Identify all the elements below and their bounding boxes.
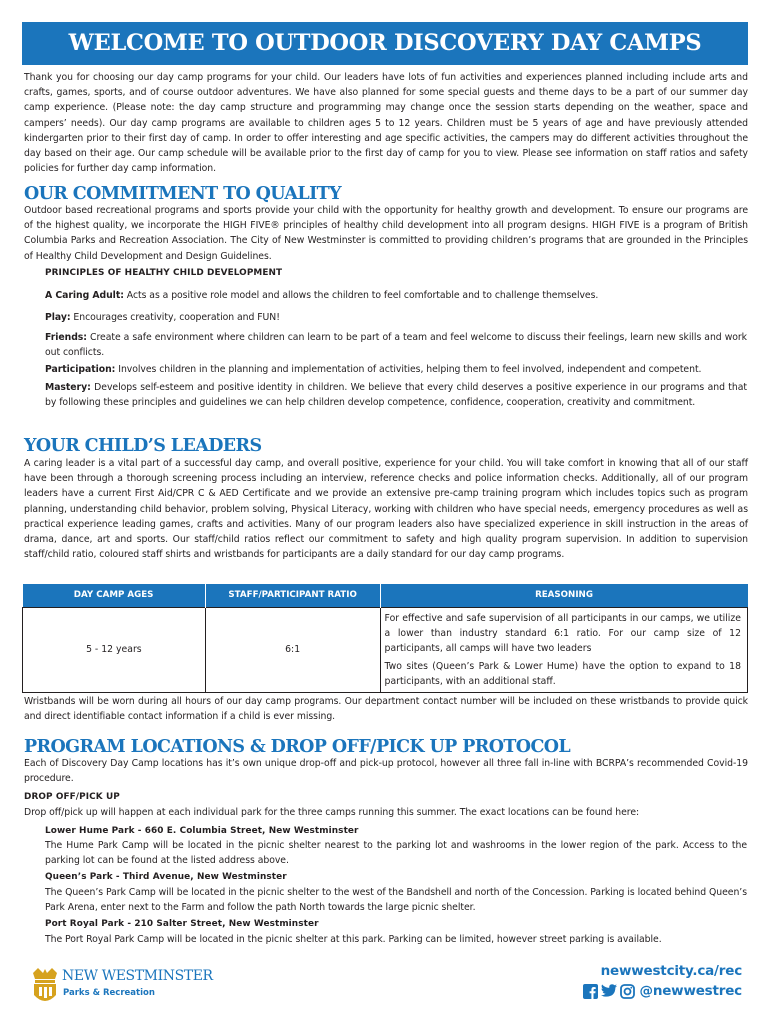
principle-text: Involves children in the planning and implementation of activities, helping them to feel involved, independent and competent. xyxy=(115,364,702,375)
park-name: Queen’s Park - Third Avenue, New Westminster xyxy=(45,872,287,882)
leaders-heading: YOUR CHILD’S LEADERS xyxy=(24,436,262,456)
page-title: WELCOME TO OUTDOOR DISCOVERY DAY CAMPS xyxy=(22,22,748,65)
principle-item xyxy=(45,380,747,410)
dropoff-paragraph: Drop off/pick up will happen at each individual park for the three camps running this summer. The exact locations can be found here: xyxy=(24,807,640,818)
dropoff-heading: DROP OFF/PICK UP xyxy=(24,792,120,802)
logo-subtitle: Parks & Recreation xyxy=(63,988,155,998)
ages-cell: 5 - 12 years xyxy=(23,607,206,692)
principle-term: Friends: xyxy=(45,332,87,343)
park-description: The Hume Park Camp will be located in the picnic shelter nearest to the parking lot and washrooms in the lower region of the park. Access to the parking lot can be found at the listed address above. xyxy=(45,840,747,867)
locations-heading: PROGRAM LOCATIONS & DROP OFF/PICK UP PROTOCOL xyxy=(24,737,571,757)
reasoning-text: For effective and safe supervision of all participants in our camps, we utilize a lower than industry standard 6:1 ratio. For our camp size of 12 participants, all camps will have two leaders xyxy=(384,612,741,654)
principle-text: Acts as a positive role model and allows the children to feel comfortable and to challenge themselves. xyxy=(123,290,599,301)
intro-paragraph: Thank you for choosing our day camp programs for your child. Our leaders have lots of fun activities and experiences planned including include arts and crafts, games, sports, and of course outdoor adventures. We have also planned for some special guests and theme days to be a part of our summer day camp experience. (Please note: the day camp structure and programming may change once the session starts depending on the weather, space and campers’ needs). Our day camp programs are available to children ages 5 to 12 years. Children must be 5 years of age and have previously attended kindergarten prior to their first day of camp. In order to offer interesting and age specific activities, the campers may do different activities throughout the day based on their age. Our camp schedule will be available prior to the first day of camp for you to view. Please see information on staff ratios and safety policies for further day camp information. xyxy=(24,72,748,175)
quality-heading: OUR COMMITMENT TO QUALITY xyxy=(24,184,341,204)
instagram-icon[interactable] xyxy=(620,984,635,999)
principle-item xyxy=(45,310,747,325)
table-header-row xyxy=(23,584,748,607)
principle-item xyxy=(45,288,747,303)
city-logo xyxy=(30,963,230,1011)
website-link[interactable]: newwestcity.ca/rec xyxy=(600,963,742,979)
leaders-paragraph: A caring leader is a vital part of a successful day camp, and overall positive, experience for your child. You will take comfort in knowing that all of our staff have been through a thorough screening process including an interview, reference checks and police information checks. Additionally, all of our program leaders have a current First Aid/CPR C & AED Certificate and we provide an extensive pre-camp training program which includes topics such as program planning, understanding child behavior, problem solving, Physical Literacy, working with children who have special needs, emergency procedures as well as practical experience leading games, crafts and activities. Many of our program leaders also have specialized experience in skill instruction in the areas of drama, dance, art and sports. Our staff/child ratios reflect our commitment to safety and high quality program supervision. In addition to supervision staff/child ratio, coloured staff shirts and wristbands for participants are a daily standard for our day camp programs. xyxy=(24,458,748,561)
column-header: REASONING xyxy=(380,584,747,607)
principle-term: Mastery: xyxy=(45,382,91,393)
ratio-table xyxy=(22,584,748,693)
principle-text: Create a safe environment where children can learn to be part of a team and feel welcome to discuss their feelings, learn new skills and work out conflicts. xyxy=(45,332,747,359)
principle-item xyxy=(45,330,747,360)
principle-text: Encourages creativity, cooperation and FUN! xyxy=(70,312,280,323)
social-links xyxy=(583,983,742,999)
social-handle[interactable]: @newwestrec xyxy=(639,983,742,999)
ratio-cell: 6:1 xyxy=(205,607,380,692)
wristbands-paragraph: Wristbands will be worn during all hours of our day camp programs. Our department contact number will be included on these wristbands to provide quick and direct identifiable contact information if a child is ever missing. xyxy=(24,696,748,723)
column-header: STAFF/PARTICIPANT RATIO xyxy=(205,584,380,607)
principles-heading: PRINCIPLES OF HEALTHY CHILD DEVELOPMENT xyxy=(45,268,283,278)
principle-term: A Caring Adult: xyxy=(45,290,124,301)
reasoning-text: Two sites (Queen’s Park & Lower Hume) have the option to expand to 18 participants, with an additional staff. xyxy=(384,660,741,687)
logo-name: NEW WESTMINSTER xyxy=(62,968,213,984)
crest-icon xyxy=(30,965,60,1007)
locations-paragraph: Each of Discovery Day Camp locations has it’s own unique drop-off and pick-up protocol, however all three fall in-line with BCRPA’s recommended Covid-19 procedure. xyxy=(24,758,748,785)
principle-term: Play: xyxy=(45,312,71,323)
footer-contact xyxy=(583,963,742,999)
column-header: DAY CAMP AGES xyxy=(23,584,206,607)
facebook-icon[interactable] xyxy=(583,984,598,999)
principle-text: Develops self-esteem and positive identity in children. We believe that every child deserves a positive experience in our programs and that by following these principles and guidelines we can help children develop competence, confidence, cooperation, creativity and commitment. xyxy=(45,382,747,409)
twitter-icon[interactable] xyxy=(601,984,617,998)
park-name: Lower Hume Park - 660 E. Columbia Street, New Westminster xyxy=(45,826,359,836)
park-description: The Queen’s Park Camp will be located in the picnic shelter to the west of the Bandshell and north of the Concession. Parking is located behind Queen’s Park Arena, enter next to the Farm and follow the path North towards the large picnic shelter. xyxy=(45,887,747,914)
table-row xyxy=(23,607,748,692)
principle-item xyxy=(45,362,747,377)
park-name: Port Royal Park - 210 Salter Street, New Westminster xyxy=(45,919,319,929)
park-description: The Port Royal Park Camp will be located in the picnic shelter at this park. Parking can be limited, however street parking is available. xyxy=(45,934,662,945)
principle-term: Participation: xyxy=(45,364,116,375)
reasoning-cell xyxy=(380,607,747,692)
quality-paragraph: Outdoor based recreational programs and sports provide your child with the opportunity for healthy growth and development. To ensure our programs are of the highest quality, we incorporate the HIGH FIVE® principles of healthy child development into all program designs. HIGH FIVE is a program of British Columbia Parks and Recreation Association. The City of New Westminster is committed to providing children’s programs that are grounded in the Principles of Healthy Child Development and Design Guidelines. xyxy=(24,205,748,262)
